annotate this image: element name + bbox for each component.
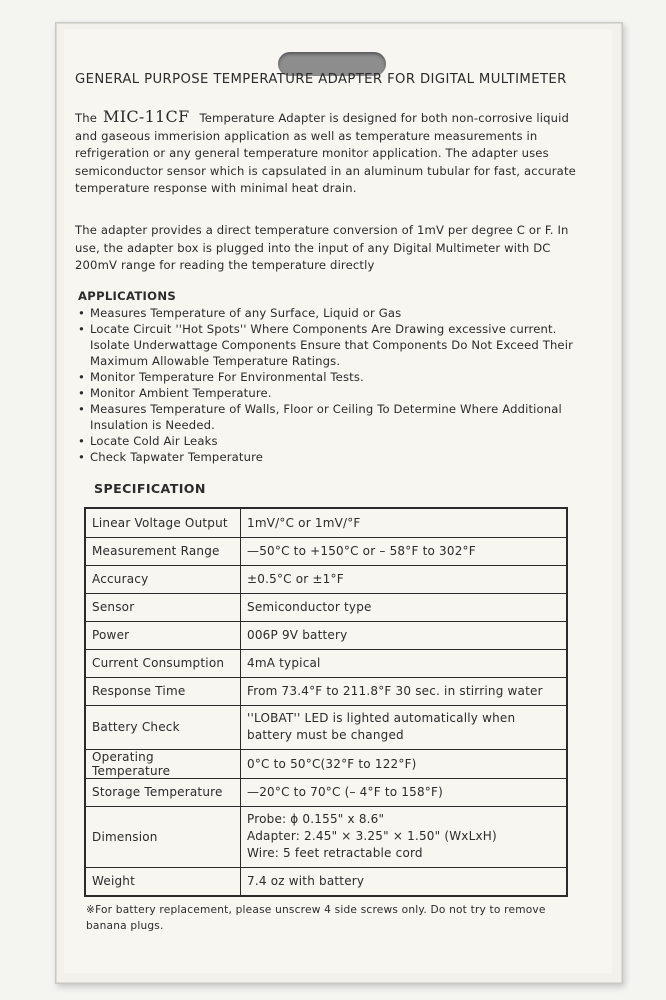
spec-value: 1mV/°C or 1mV/°F xyxy=(241,508,568,537)
spec-value: 7.4 oz with battery xyxy=(241,867,568,896)
list-item: • Monitor Temperature For Environmental Tests. xyxy=(78,370,364,384)
applications-heading: APPLICATIONS xyxy=(78,289,176,303)
spec-key: Current Consumption xyxy=(85,649,241,677)
table-row xyxy=(85,778,567,806)
conversion-paragraph: The adapter provides a direct temperature conversion of 1mV per degree C or F. In use, the adapter box is plugged into the input of any Digital Multimeter with DC 200mV range for reading the temperature directly xyxy=(75,223,569,273)
specification-heading: SPECIFICATION xyxy=(94,481,206,496)
intro-the: The xyxy=(75,111,98,125)
spec-key: Response Time xyxy=(85,677,241,705)
list-item: • Locate Circuit ''Hot Spots'' Where Components Are Drawing excessive current. Isolate Underwattage Components Ensure that Components Do Not Exceed Their Maximum Allowable Temperature Ratings. xyxy=(78,322,574,368)
table-row xyxy=(85,705,567,749)
spec-key: Power xyxy=(85,621,241,649)
spec-value: 4mA typical xyxy=(241,649,568,677)
spec-value: —20°C to 70°C (– 4°F to 158°F) xyxy=(241,778,568,806)
list-item: • Locate Cold Air Leaks xyxy=(78,434,218,448)
spec-value: Semiconductor type xyxy=(241,593,568,621)
spec-key: Measurement Range xyxy=(85,537,241,565)
table-row xyxy=(85,677,567,705)
applications-list xyxy=(78,305,598,465)
spec-key: Operating Temperature xyxy=(85,749,241,778)
spec-value: 0°C to 50°C(32°F to 122°F) xyxy=(241,749,568,778)
table-row xyxy=(85,565,567,593)
spec-value: 006P 9V battery xyxy=(241,621,568,649)
spec-value: ±0.5°C or ±1°F xyxy=(241,565,568,593)
spec-key: Sensor xyxy=(85,593,241,621)
spec-key: Weight xyxy=(85,867,241,896)
spec-value: ''LOBAT'' LED is lighted automatically when battery must be changed xyxy=(241,705,568,749)
table-row xyxy=(85,649,567,677)
list-item: • Measures Temperature of Walls, Floor or Ceiling To Determine Where Additional Insulation is Needed. xyxy=(78,402,562,432)
table-row xyxy=(85,867,567,896)
spec-key: Storage Temperature xyxy=(85,778,241,806)
table-row xyxy=(85,508,567,537)
table-row xyxy=(85,749,567,778)
table-row xyxy=(85,806,567,867)
intro-text: Temperature Adapter is designed for both non-corrosive liquid and gaseous immerision application as well as temperature measurements in refrigeration or any general temperature monitor application. The adapter uses semiconductor sensor which is capsulated in an aluminum tubular for fast, accurate temperature response with minimal heat drain. xyxy=(75,111,576,196)
list-item: • Monitor Ambient Temperature. xyxy=(78,386,272,400)
page-title: GENERAL PURPOSE TEMPERATURE ADAPTER FOR DIGITAL MULTIMETER xyxy=(75,72,567,87)
specification-table xyxy=(84,507,568,897)
spec-key: Dimension xyxy=(85,806,241,867)
model-number: MIC-11CF xyxy=(103,107,190,126)
table-row xyxy=(85,537,567,565)
table-row xyxy=(85,593,567,621)
spec-value: From 73.4°F to 211.8°F 30 sec. in stirring water xyxy=(241,677,568,705)
spec-key: Battery Check xyxy=(85,705,241,749)
spec-value: Probe: ϕ 0.155" x 8.6" Adapter: 2.45" × 3.25" × 1.50" (WxLxH) Wire: 5 feet retractable cord xyxy=(241,806,568,867)
spec-value: —50°C to +150°C or – 58°F to 302°F xyxy=(241,537,568,565)
battery-footnote: ※For battery replacement, please unscrew 4 side screws only. Do not try to remove banana plugs. xyxy=(86,904,546,932)
list-item: • Check Tapwater Temperature xyxy=(78,450,264,464)
spec-key: Accuracy xyxy=(85,565,241,593)
intro-paragraph xyxy=(75,108,595,198)
table-row xyxy=(85,621,567,649)
spec-key: Linear Voltage Output xyxy=(85,508,241,537)
list-item: • Measures Temperature of any Surface, Liquid or Gas xyxy=(78,306,402,320)
